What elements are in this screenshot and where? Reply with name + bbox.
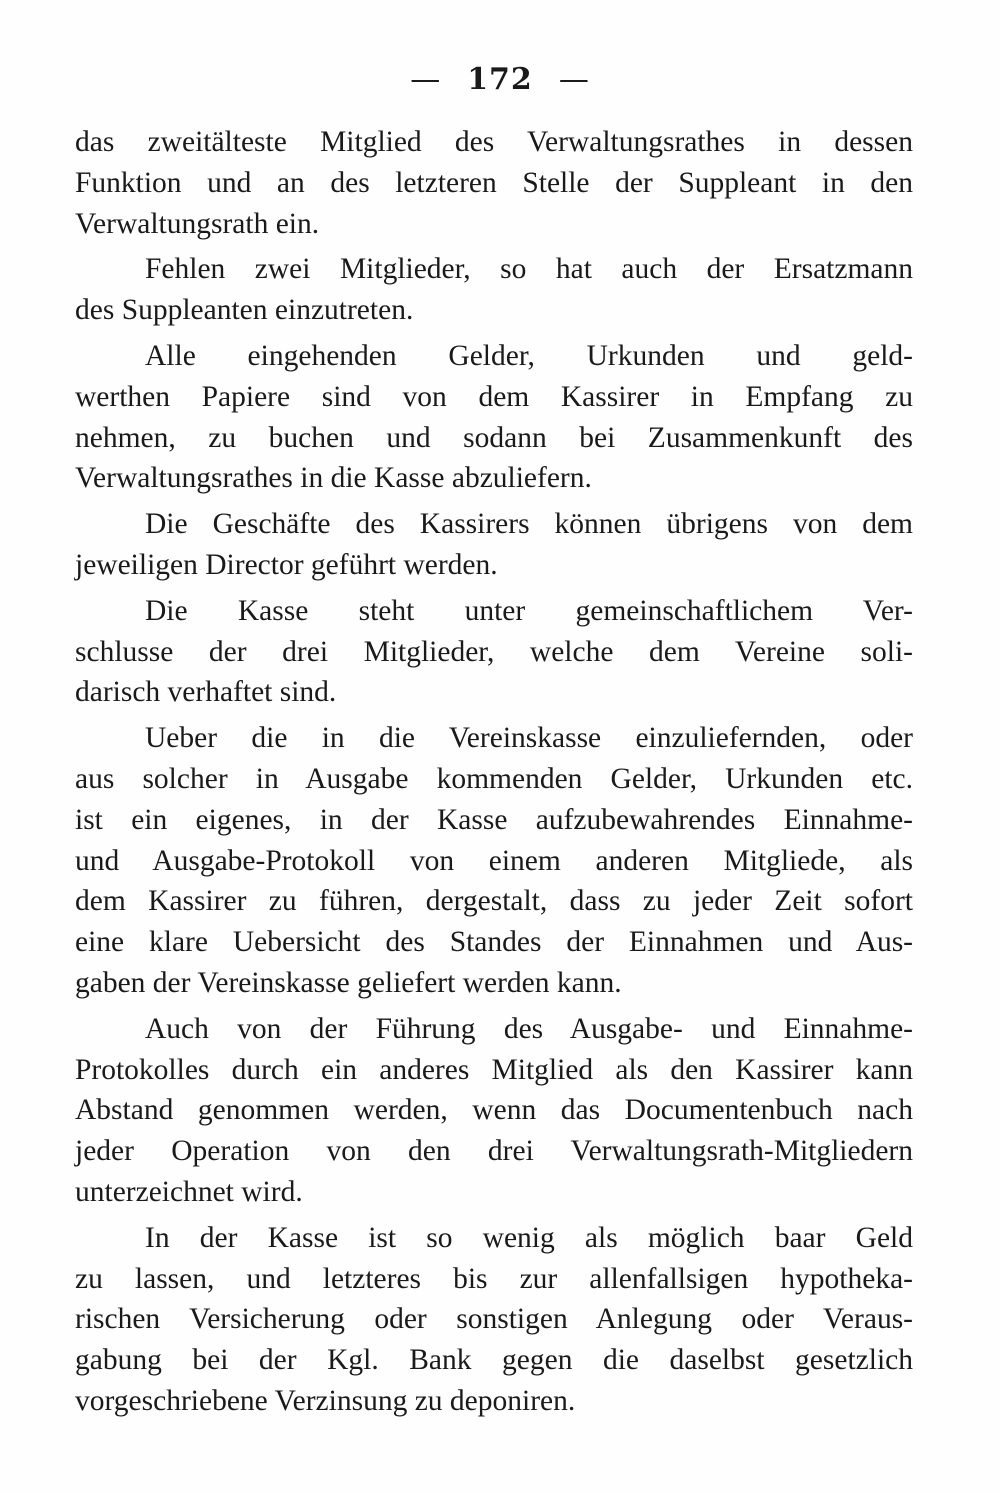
text-line: Fehlen zwei Mitglieder, so hat auch der Ersatzmann — [145, 253, 913, 286]
text-line: jeweiligen Director geführt werden. — [75, 548, 498, 581]
page-number-dash-right: — — [558, 62, 590, 97]
text-line: aus solcher in Ausgabe kommenden Gelder, Urkunden etc. — [75, 762, 913, 795]
text-line: gabung bei der Kgl. Bank gegen die daselbst gesetzlich — [75, 1344, 913, 1377]
page-number: 172 — [467, 62, 533, 97]
text-line: ist ein eigenes, in der Kasse aufzubewahrendes Einnahme- — [75, 803, 913, 836]
text-line: jeder Operation von den drei Verwaltungsrath-Mitgliedern — [75, 1135, 913, 1168]
text-line: nehmen, zu buchen und sodann bei Zusammenkunft des — [75, 421, 913, 454]
body-text — [75, 122, 913, 1422]
paragraph — [75, 336, 913, 499]
text-line: schlusse der drei Mitglieder, welche dem Vereine soli- — [75, 635, 913, 668]
text-line: werthen Papiere sind von dem Kassirer in Empfang zu — [75, 380, 913, 413]
page-number-header — [0, 62, 1000, 97]
text-line: In der Kasse ist so wenig als möglich baar Geld — [145, 1221, 913, 1254]
text-line: Funktion und an des letzteren Stelle der Suppleant in den — [75, 166, 913, 199]
paragraph — [75, 1009, 913, 1213]
text-line: Alle eingehenden Gelder, Urkunden und geld- — [145, 339, 913, 372]
text-line: das zweitälteste Mitglied des Verwaltungsrathes in dessen — [75, 126, 913, 158]
text-line: Die Geschäfte des Kassirers können übrigens von dem — [145, 508, 913, 541]
text-line: Abstand genommen werden, wenn das Documentenbuch nach — [75, 1094, 913, 1127]
text-line: gaben der Vereinskasse geliefert werden kann. — [75, 966, 622, 999]
text-line: darisch verhaftet sind. — [75, 676, 337, 709]
text-line: zu lassen, und letzteres bis zur allenfallsigen hypotheka- — [75, 1262, 913, 1295]
text-line: vorgeschriebene Verzinsung zu deponiren. — [75, 1384, 576, 1417]
text-line: dem Kassirer zu führen, dergestalt, dass zu jeder Zeit sofort — [75, 885, 913, 918]
text-line: Protokolles durch ein anderes Mitglied als den Kassirer kann — [75, 1053, 913, 1086]
paragraph — [75, 504, 913, 586]
text-line: Verwaltungsrathes in die Kasse abzuliefern. — [75, 462, 592, 495]
page-number-dash-left: — — [410, 62, 442, 97]
text-line: Die Kasse steht unter gemeinschaftlichem Ver- — [145, 594, 913, 627]
paragraph — [75, 1218, 913, 1422]
paragraph — [75, 122, 913, 244]
paragraph — [75, 249, 913, 331]
text-line: des Suppleanten einzutreten. — [75, 294, 414, 327]
text-line: rischen Versicherung oder sonstigen Anlegung oder Veraus- — [75, 1303, 913, 1336]
paragraph — [75, 718, 913, 1004]
text-line: Auch von der Führung des Ausgabe- und Einnahme- — [145, 1012, 913, 1045]
paragraph — [75, 591, 913, 713]
text-line: Ueber die in die Vereinskasse einzuliefernden, oder — [145, 722, 913, 755]
text-line: Verwaltungsrath ein. — [75, 207, 320, 240]
text-line: und Ausgabe-Protokoll von einem anderen Mitgliede, als — [75, 844, 913, 877]
text-line: unterzeichnet wird. — [75, 1175, 303, 1208]
text-line: eine klare Uebersicht des Standes der Einnahmen und Aus- — [75, 926, 913, 959]
